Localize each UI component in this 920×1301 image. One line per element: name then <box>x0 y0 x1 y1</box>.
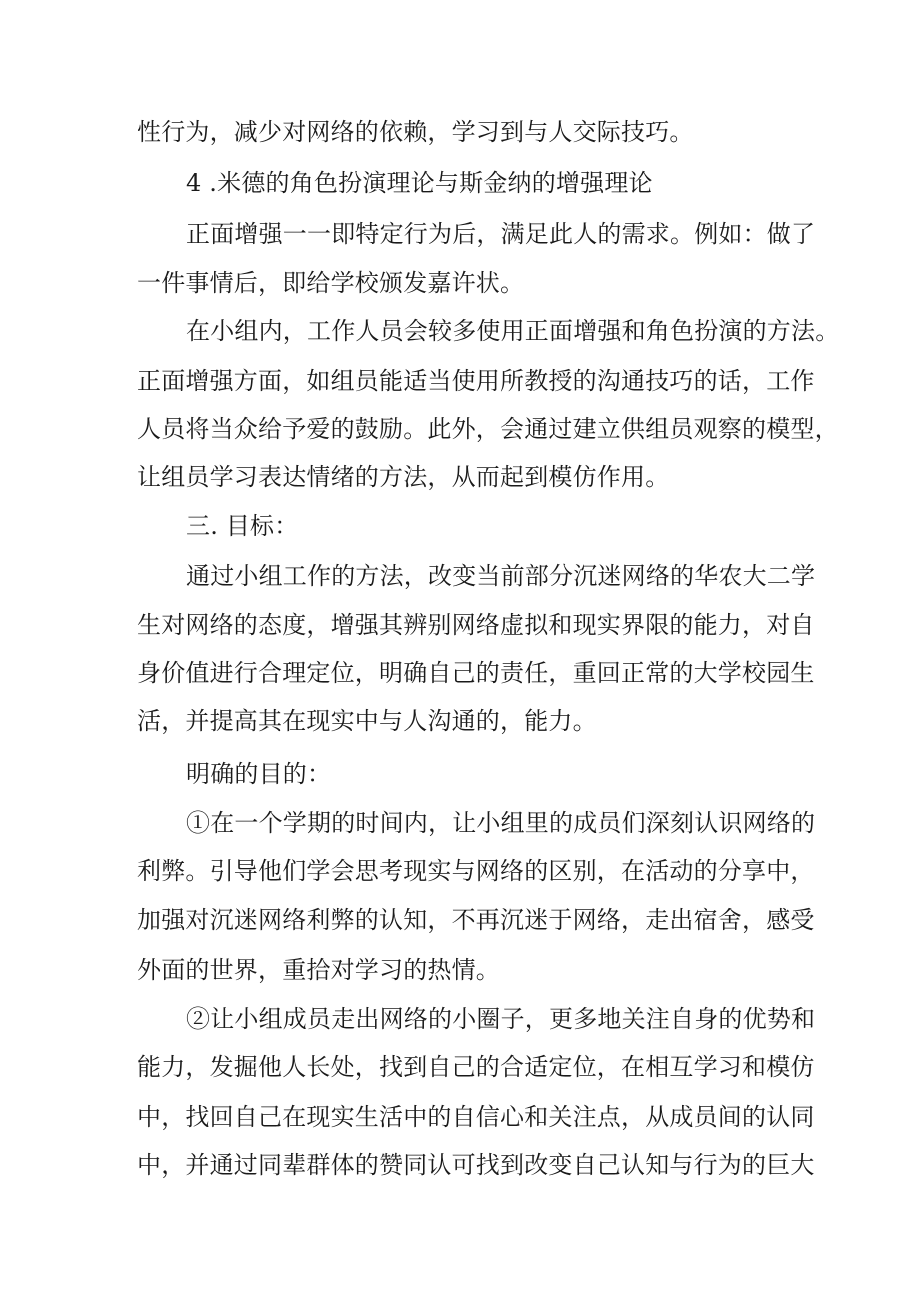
text-line-4: 一件事情后，即给学校颁发嘉许状。 <box>137 269 525 297</box>
section-heading: 三. 目标： <box>186 512 299 540</box>
subsection-heading: 明确的目的： <box>186 760 332 788</box>
text-line-11: 生对网络的态度，增强其辨别网络虚拟和现实界限的能力，对自 <box>137 611 815 639</box>
text-line-21: 中，找回自己在现实生活中的自信心和关注点，从成员间的认同 <box>137 1103 815 1131</box>
text-line-12: 身价值进行合理定位，明确自己的责任，重回正常的大学校园生 <box>137 659 815 687</box>
text-line-2: 4 .米德的角色扮演理论与斯金纳的增强理论 <box>186 169 653 197</box>
text-line-8: 让组员学习表达情绪的方法，从而起到模仿作用。 <box>137 463 670 491</box>
text-line-10: 通过小组工作的方法，改变当前部分沉迷网络的华农大二学 <box>186 562 816 590</box>
text-line-15: ①在一个学期的时间内，让小组里的成员们深刻认识网络的 <box>186 809 816 837</box>
text-line-7: 人员将当众给予爱的鼓励。此外，会通过建立供组员观察的模型， <box>137 415 839 443</box>
text-line-6: 正面增强方面，如组员能适当使用所教授的沟通技巧的话，工作 <box>137 367 815 395</box>
text-line-22: 中，并通过同辈群体的赞同认可找到改变自己认知与行为的巨大 <box>137 1151 815 1179</box>
text-line-13: 活，并提高其在现实中与人沟通的，能力。 <box>137 707 597 735</box>
text-line-5: 在小组内，工作人员会较多使用正面增强和角色扮演的方法。 <box>186 317 840 345</box>
text-line-16: 利弊。引导他们学会思考现实与网络的区别，在活动的分享中， <box>137 857 815 885</box>
text-line-17: 加强对沉迷网络利弊的认知，不再沉迷于网络，走出宿舍，感受 <box>137 906 815 934</box>
text-line-18: 外面的世界，重拾对学习的热情。 <box>137 956 500 984</box>
text-line-20: 能力，发掘他人长处，找到自己的合适定位，在相互学习和模仿 <box>137 1053 815 1081</box>
text-line-19: ②让小组成员走出网络的小圈子，更多地关注自身的优势和 <box>186 1005 816 1033</box>
text-line-1: 性行为，减少对网络的依赖，学习到与人交际技巧。 <box>137 118 694 146</box>
text-line-3: 正面增强一一即特定行为后，满足此人的需求。例如：做了 <box>186 220 816 248</box>
